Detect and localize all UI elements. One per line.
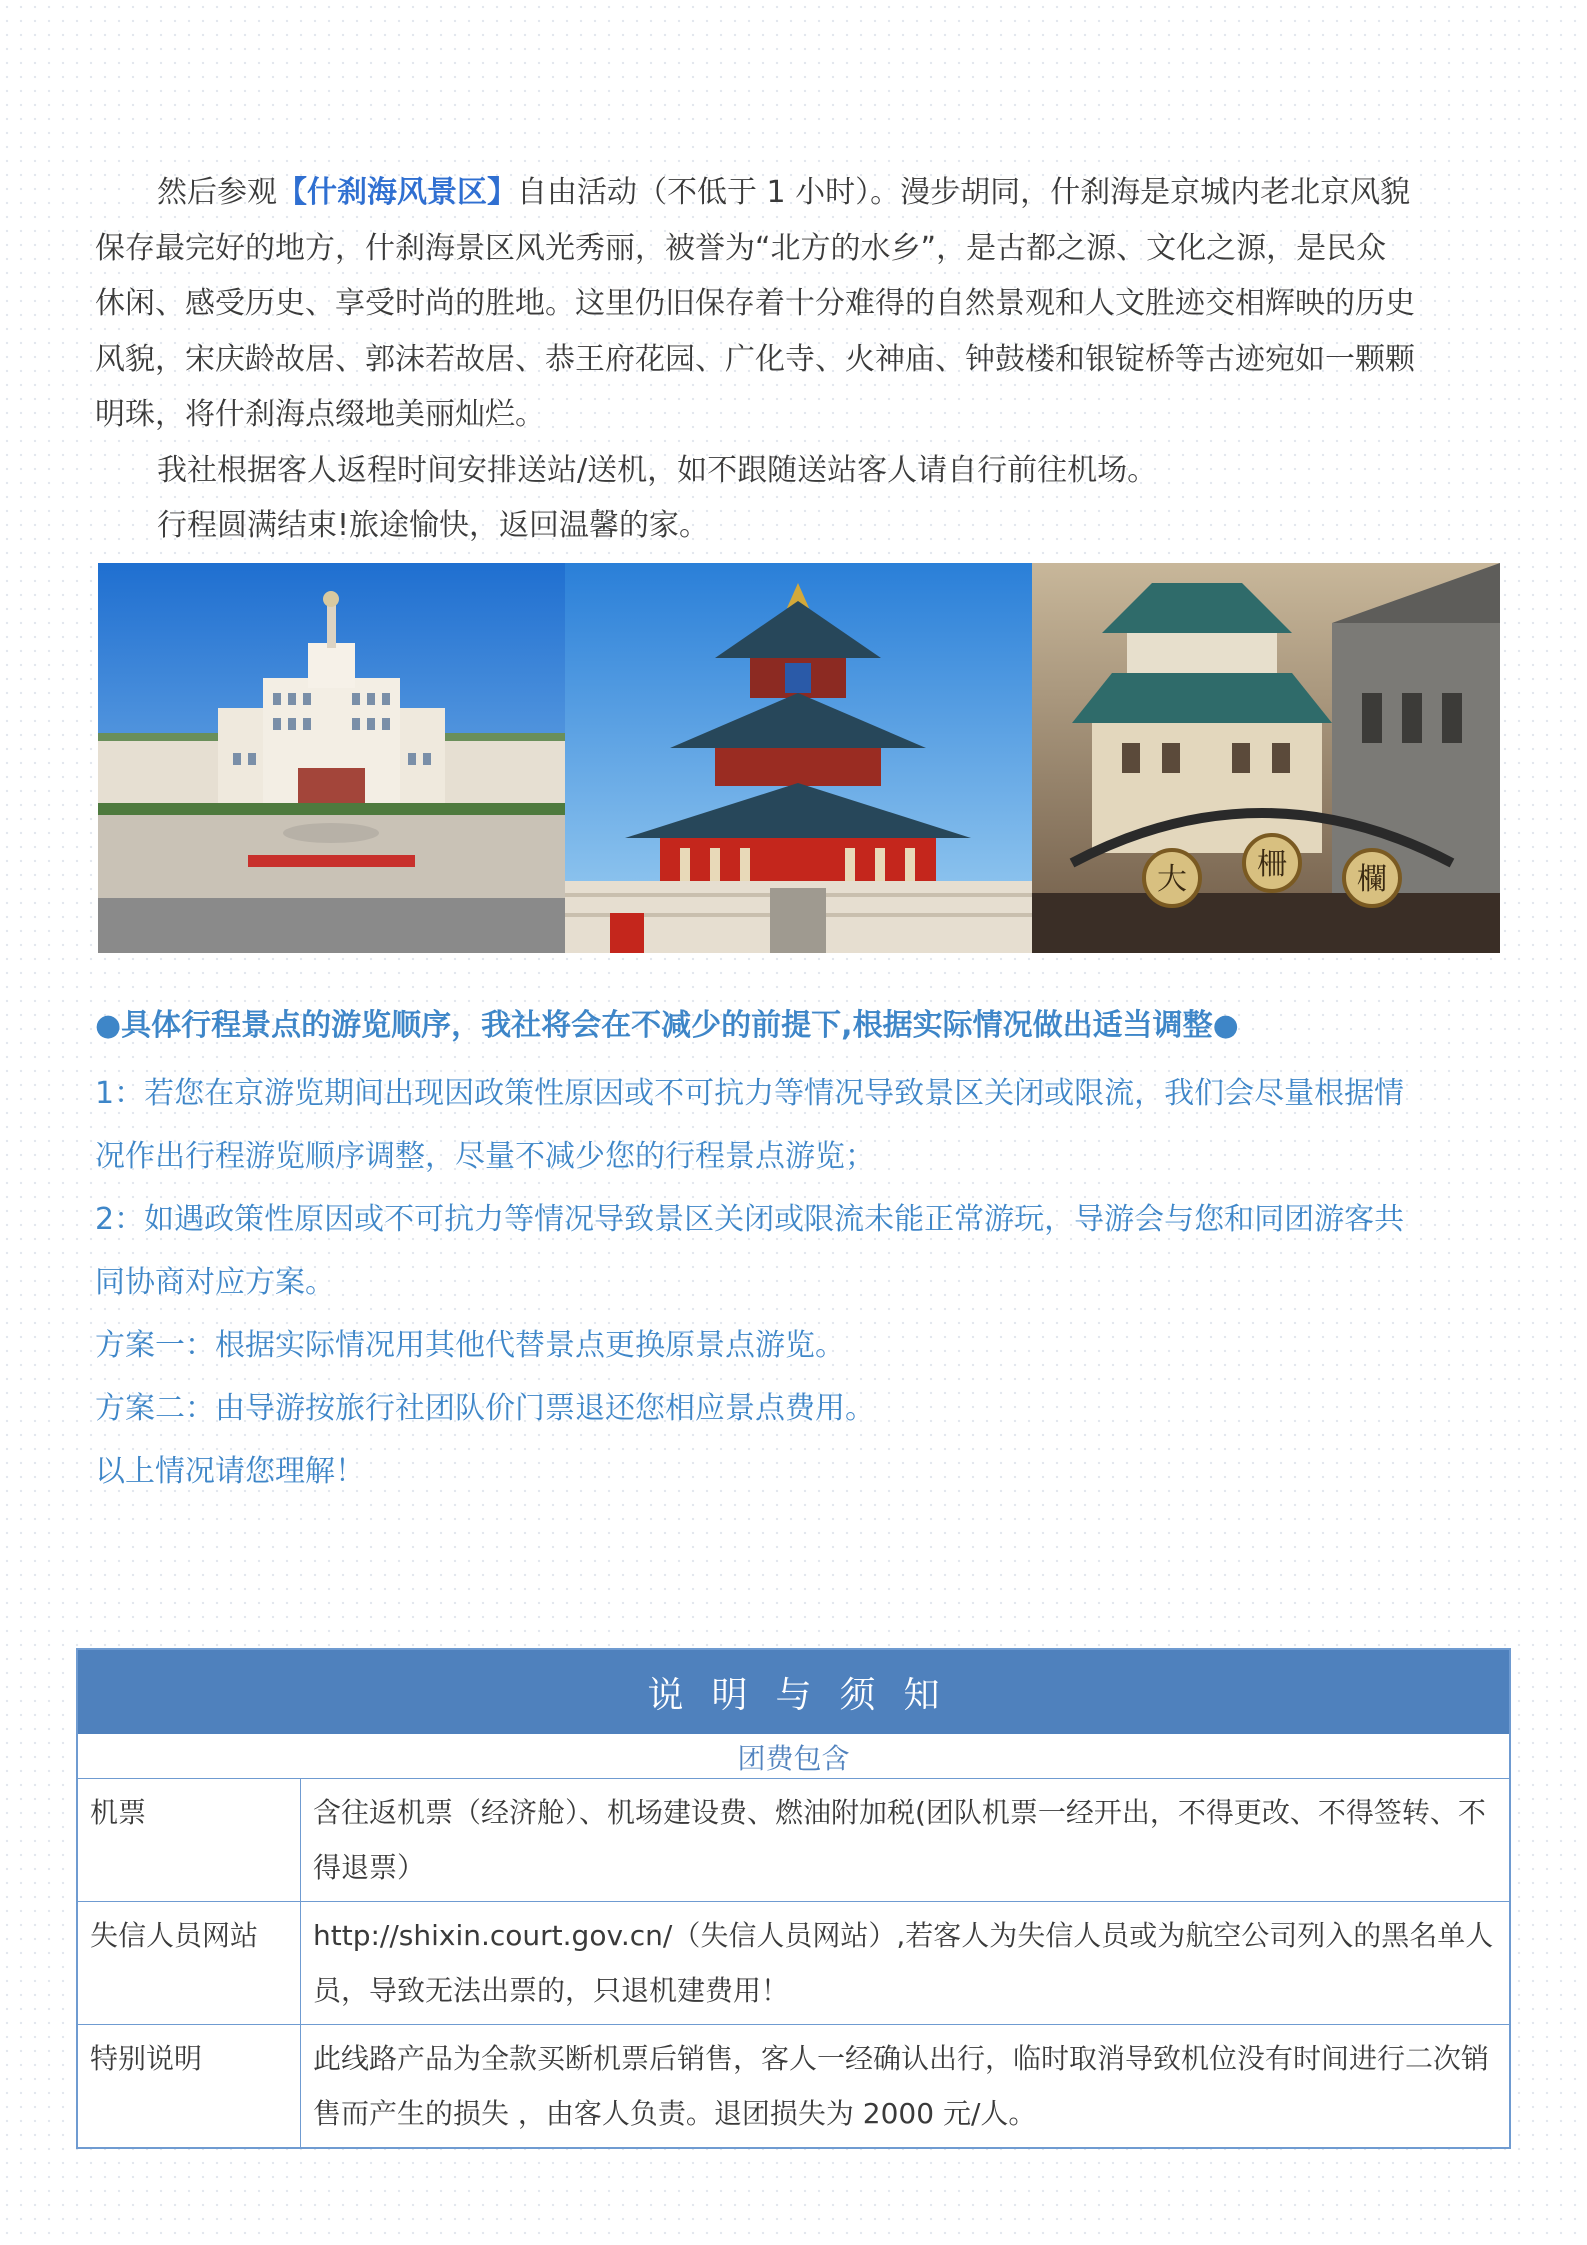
row-value-blacklist-site: http://shixin.court.gov.cn/（失信人员网站）,若客人为失信人员或为航空公司列入的黑名单人员，导致无法出票的，只退机建费用！ — [301, 1902, 1510, 2025]
notice-option-1: 方案一：根据实际情况用其他代替景点更换原景点游览。 — [95, 1328, 845, 1363]
intro-text — [95, 165, 1415, 554]
intro-p1-before: 然后参观 — [157, 175, 277, 210]
sign-char-3: 欄 — [1357, 862, 1387, 897]
table-row — [78, 1779, 1509, 1902]
intro-p1-after: 自由活动（不低于 1 小时）。漫步胡同，什刹海是京城内老北京风貌保存最完好的地方，什刹海景区风光秀丽，被誉为“北方的水乡”，是古都之源、文化之源，是民众休闲、感受历史、享受时尚的胜地。这里仍旧保存着十分难得的自然景观和人文胜迹交相辉映的历史风貌，宋庆龄故居、郭沫若故居、恭王府花园、广化寺、火神庙、钟鼓楼和银锭桥等古迹宛如一颗颗明珠，将什刹海点缀地美丽灿烂。 — [95, 175, 1415, 432]
scenic-area-highlight: 【什刹海风景区】 — [277, 175, 517, 210]
table-title: 说明与须知 — [78, 1650, 1509, 1734]
photo-dashilan-gate — [1032, 563, 1500, 953]
row-key-special-note: 特别说明 — [78, 2025, 301, 2148]
photo-strip — [98, 563, 1500, 953]
table-section-heading: 团费包含 — [78, 1734, 1509, 1779]
row-value-airfare: 含往返机票（经济舱）、机场建设费、燃油附加税(团队机票一经开出，不得更改、不得签转、不得退票） — [301, 1779, 1510, 1902]
photo-military-museum — [98, 563, 565, 953]
intro-paragraph-2: 我社根据客人返程时间安排送站/送机，如不跟随送站客人请自行前往机场。 — [157, 452, 1158, 488]
notice-item-2: 2：如遇政策性原因或不可抗力等情况导致景区关闭或限流未能正常游玩，导游会与您和同团游客共同协商对应方案。 — [95, 1202, 1405, 1300]
row-value-special-note: 此线路产品为全款买断机票后销售，客人一经确认出行，临时取消导致机位没有时间进行二次销售而产生的损失 ，由客人负责。退团损失为 2000 元/人。 — [301, 2025, 1510, 2148]
table-row — [78, 1902, 1509, 2025]
itinerary-notice — [95, 1000, 1425, 1503]
notice-headline: ●具体行程景点的游览顺序，我社将会在不减少的前提下,根据实际情况做出适当调整● — [95, 1008, 1239, 1043]
intro-paragraph-3: 行程圆满结束!旅途愉快，返回温馨的家。 — [157, 508, 710, 543]
notice-item-1: 1：若您在京游览期间出现因政策性原因或不可抗力等情况导致景区关闭或限流，我们会尽量根据情况作出行程游览顺序调整，尽量不减少您的行程景点游览； — [95, 1076, 1405, 1174]
terms-rows — [78, 1779, 1509, 2147]
table-row — [78, 2025, 1509, 2148]
sign-char-1: 大 — [1157, 862, 1187, 897]
sign-char-2: 柵 — [1257, 847, 1287, 882]
terms-table — [76, 1648, 1511, 2149]
notice-option-2: 方案二：由导游按旅行社团队价门票退还您相应景点费用。 — [95, 1391, 875, 1426]
row-key-airfare: 机票 — [78, 1779, 301, 1902]
intro-paragraph-1 — [95, 165, 1415, 443]
row-key-blacklist-site: 失信人员网站 — [78, 1902, 301, 2025]
photo-temple-of-heaven — [565, 563, 1032, 953]
notice-closing: 以上情况请您理解！ — [95, 1454, 365, 1489]
